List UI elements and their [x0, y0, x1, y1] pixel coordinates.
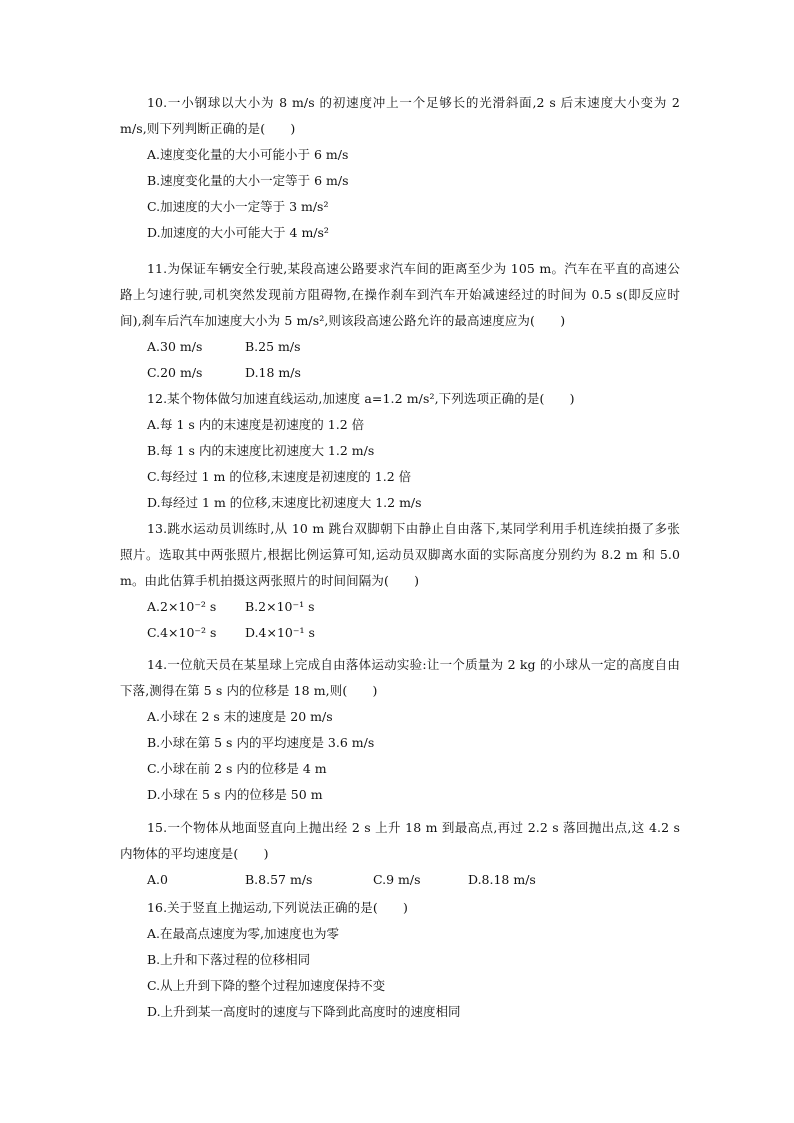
- question-stem: 12.某个物体做匀加速直线运动,加速度 a=1.2 m/s²,下列选项正确的是( ): [147, 391, 575, 406]
- option-d: D.每经过 1 m 的位移,末速度比初速度大 1.2 m/s: [147, 495, 422, 510]
- option-a: A.小球在 2 s 末的速度是 20 m/s: [147, 709, 333, 724]
- option-list: [120, 412, 680, 516]
- option-d: D.18 m/s: [245, 365, 301, 380]
- option-list: [120, 867, 680, 893]
- question-14: [120, 652, 680, 808]
- option-b: B.速度变化量的大小一定等于 6 m/s: [147, 173, 349, 188]
- option-b: B.25 m/s: [245, 339, 301, 354]
- option-list: [120, 334, 680, 386]
- option-d: D.加速度的大小可能大于 4 m/s²: [147, 225, 329, 240]
- option-d: D.上升到某一高度时的速度与下降到此高度时的速度相同: [147, 1004, 461, 1019]
- option-b: B.上升和下落过程的位移相同: [147, 952, 311, 967]
- option-a: A.30 m/s: [147, 339, 203, 354]
- option-c: C.每经过 1 m 的位移,末速度是初速度的 1.2 倍: [147, 469, 412, 484]
- option-b: B.小球在第 5 s 内的平均速度是 3.6 m/s: [147, 735, 375, 750]
- question-stem: 15.一个物体从地面竖直向上抛出经 2 s 上升 18 m 到最高点,再过 2.2 s 落回抛出点,这 4.2 s 内物体的平均速度是( ): [120, 820, 680, 861]
- option-b: B.8.57 m/s: [245, 872, 313, 887]
- option-row: [147, 334, 680, 360]
- question-11: [120, 256, 680, 386]
- option-c: C.9 m/s: [373, 872, 421, 887]
- question-10: [120, 90, 680, 246]
- option-a: A.0: [147, 872, 168, 887]
- option-list: [120, 142, 680, 246]
- option-b: B.2×10⁻¹ s: [245, 599, 315, 614]
- question-stem: 14.一位航天员在某星球上完成自由落体运动实验:让一个质量为 2 kg 的小球从一定的高度自由下落,测得在第 5 s 内的位移是 18 m,则( ): [120, 657, 680, 698]
- option-c: C.20 m/s: [147, 365, 203, 380]
- option-a: A.每 1 s 内的末速度是初速度的 1.2 倍: [147, 417, 365, 432]
- option-c: C.4×10⁻² s: [147, 625, 217, 640]
- question-stem: 13.跳水运动员训练时,从 10 m 跳台双脚朝下由静止自由落下,某同学利用手机连续拍摄了多张照片。选取其中两张照片,根据比例运算可知,运动员双脚离水面的实际高度分别约为 8.2 m 和 5.0 m。由此估算手机拍摄这两张照片的时间间隔为( ): [120, 521, 680, 588]
- question-13: [120, 516, 680, 646]
- option-d: D.4×10⁻¹ s: [245, 625, 315, 640]
- option-row: [147, 867, 680, 893]
- option-list: [120, 704, 680, 808]
- option-c: C.从上升到下降的整个过程加速度保持不变: [147, 978, 386, 993]
- option-a: A.速度变化量的大小可能小于 6 m/s: [147, 147, 349, 162]
- option-list: [120, 594, 680, 646]
- option-b: B.每 1 s 内的末速度比初速度大 1.2 m/s: [147, 443, 375, 458]
- option-d: D.8.18 m/s: [468, 872, 536, 887]
- option-row: [147, 360, 680, 386]
- option-c: C.加速度的大小一定等于 3 m/s²: [147, 199, 329, 214]
- question-stem: 16.关于竖直上抛运动,下列说法正确的是( ): [147, 900, 409, 915]
- option-a: A.2×10⁻² s: [147, 599, 217, 614]
- option-a: A.在最高点速度为零,加速度也为零: [147, 926, 339, 941]
- option-row: [147, 594, 680, 620]
- option-row: [147, 620, 680, 646]
- question-12: [120, 386, 680, 516]
- question-stem: 10.一小钢球以大小为 8 m/s 的初速度冲上一个足够长的光滑斜面,2 s 后末速度大小变为 2 m/s,则下列判断正确的是( ): [120, 95, 680, 136]
- option-c: C.小球在前 2 s 内的位移是 4 m: [147, 761, 327, 776]
- option-list: [120, 921, 680, 1025]
- question-stem: 11.为保证车辆安全行驶,某段高速公路要求汽车间的距离至少为 105 m。汽车在平直的高速公路上匀速行驶,司机突然发现前方阻碍物,在操作刹车到汽车开始减速经过的时间为 0.5 s(即反应时间),刹车后汽车加速度大小为 5 m/s²,则该段高速公路允许的最高速度应为( ): [120, 261, 680, 328]
- question-15: [120, 815, 680, 893]
- option-d: D.小球在 5 s 内的位移是 50 m: [147, 787, 323, 802]
- question-16: [120, 895, 680, 1025]
